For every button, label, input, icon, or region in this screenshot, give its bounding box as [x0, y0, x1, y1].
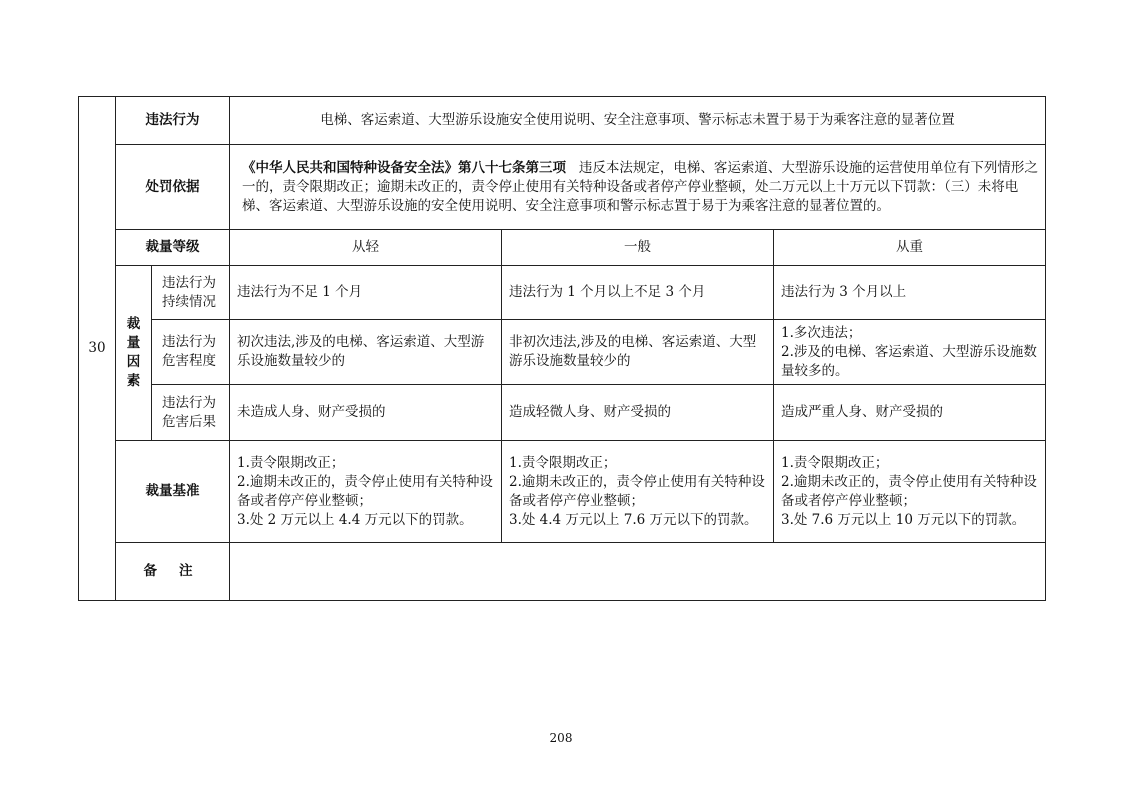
- benchmark-line: 3.处 4.4 万元以上 7.6 万元以下的罚款。: [509, 511, 758, 528]
- benchmark-line: 1.责令限期改正；: [237, 454, 345, 471]
- penalty-basis-cell: [230, 145, 1046, 230]
- page-number: 208: [549, 731, 573, 745]
- factors-label: [116, 266, 152, 441]
- benchmark-line: 3.处 2 万元以上 4.4 万元以下的罚款。: [237, 511, 473, 528]
- violation-label: 违法行为: [116, 97, 230, 145]
- duration-light: 违法行为不足 1 个月: [230, 266, 502, 320]
- benchmark-line: 2.逾期未改正的，责令停止使用有关特种设备或者停产停业整顿；: [237, 473, 493, 509]
- penalty-basis-label: 处罚依据: [116, 145, 230, 230]
- benchmark-line: 1.责令限期改正；: [509, 454, 617, 471]
- level-light: 从轻: [230, 230, 502, 266]
- law-reference: 《中华人民共和国特种设备安全法》第八十七条第三项: [242, 159, 566, 176]
- duration-label: 违法行为持续情况: [152, 266, 230, 320]
- remark-label: 备注: [116, 543, 230, 601]
- benchmark-label: 裁量基准: [116, 441, 230, 543]
- penalty-basis-text: 违反本法规定，电梯、客运索道、大型游乐设施的运营使用单位有下列情形之一的，责令限期改正；逾期未改正的，责令停止使用有关特种设备或者停产停业整顿，处二万元以上十万元以下罚款：（三）未将电梯、客运索道、大型游乐设施的安全使用说明、安全注意事项和警示标志置于易于为乘客注意的显著位置的。: [242, 159, 1038, 214]
- factors-label-char: 量: [126, 335, 141, 351]
- factors-label-char: 素: [126, 373, 141, 389]
- duration-heavy: 违法行为 3 个月以上: [774, 266, 1046, 320]
- violation-text: 电梯、客运索道、大型游乐设施安全使用说明、安全注意事项、警示标志未置于易于为乘客注意的显著位置: [230, 97, 1046, 145]
- harm-degree-normal: 非初次违法,涉及的电梯、客运索道、大型游乐设施数量较少的: [502, 320, 774, 385]
- harm-result-heavy: 造成严重人身、财产受损的: [774, 385, 1046, 441]
- harm-degree-heavy-line: 1.多次违法；: [781, 324, 862, 341]
- benchmark-line: 2.逾期未改正的，责令停止使用有关特种设备或者停产停业整顿；: [781, 473, 1037, 509]
- level-normal: 一般: [502, 230, 774, 266]
- harm-result-label: 违法行为危害后果: [152, 385, 230, 441]
- levels-label: 裁量等级: [116, 230, 230, 266]
- harm-degree-light: 初次违法,涉及的电梯、客运索道、大型游乐设施数量较少的: [230, 320, 502, 385]
- benchmark-line: 3.处 7.6 万元以上 10 万元以下的罚款。: [781, 511, 1026, 528]
- discretion-table: [78, 96, 1046, 601]
- item-number: 30: [79, 97, 116, 601]
- harm-result-light: 未造成人身、财产受损的: [230, 385, 502, 441]
- benchmark-line: 2.逾期未改正的，责令停止使用有关特种设备或者停产停业整顿；: [509, 473, 765, 509]
- duration-normal: 违法行为 1 个月以上不足 3 个月: [502, 266, 774, 320]
- factors-label-char: 因: [126, 354, 141, 370]
- benchmark-light: [230, 441, 502, 543]
- harm-result-normal: 造成轻微人身、财产受损的: [502, 385, 774, 441]
- factors-label-char: 裁: [126, 316, 141, 332]
- harm-degree-label: 违法行为危害程度: [152, 320, 230, 385]
- harm-degree-heavy: [774, 320, 1046, 385]
- benchmark-heavy: [774, 441, 1046, 543]
- benchmark-normal: [502, 441, 774, 543]
- level-heavy: 从重: [774, 230, 1046, 266]
- benchmark-line: 1.责令限期改正；: [781, 454, 889, 471]
- harm-degree-heavy-line: 2.涉及的电梯、客运索道、大型游乐设施数量较多的。: [781, 343, 1037, 379]
- remark-text: [230, 543, 1046, 601]
